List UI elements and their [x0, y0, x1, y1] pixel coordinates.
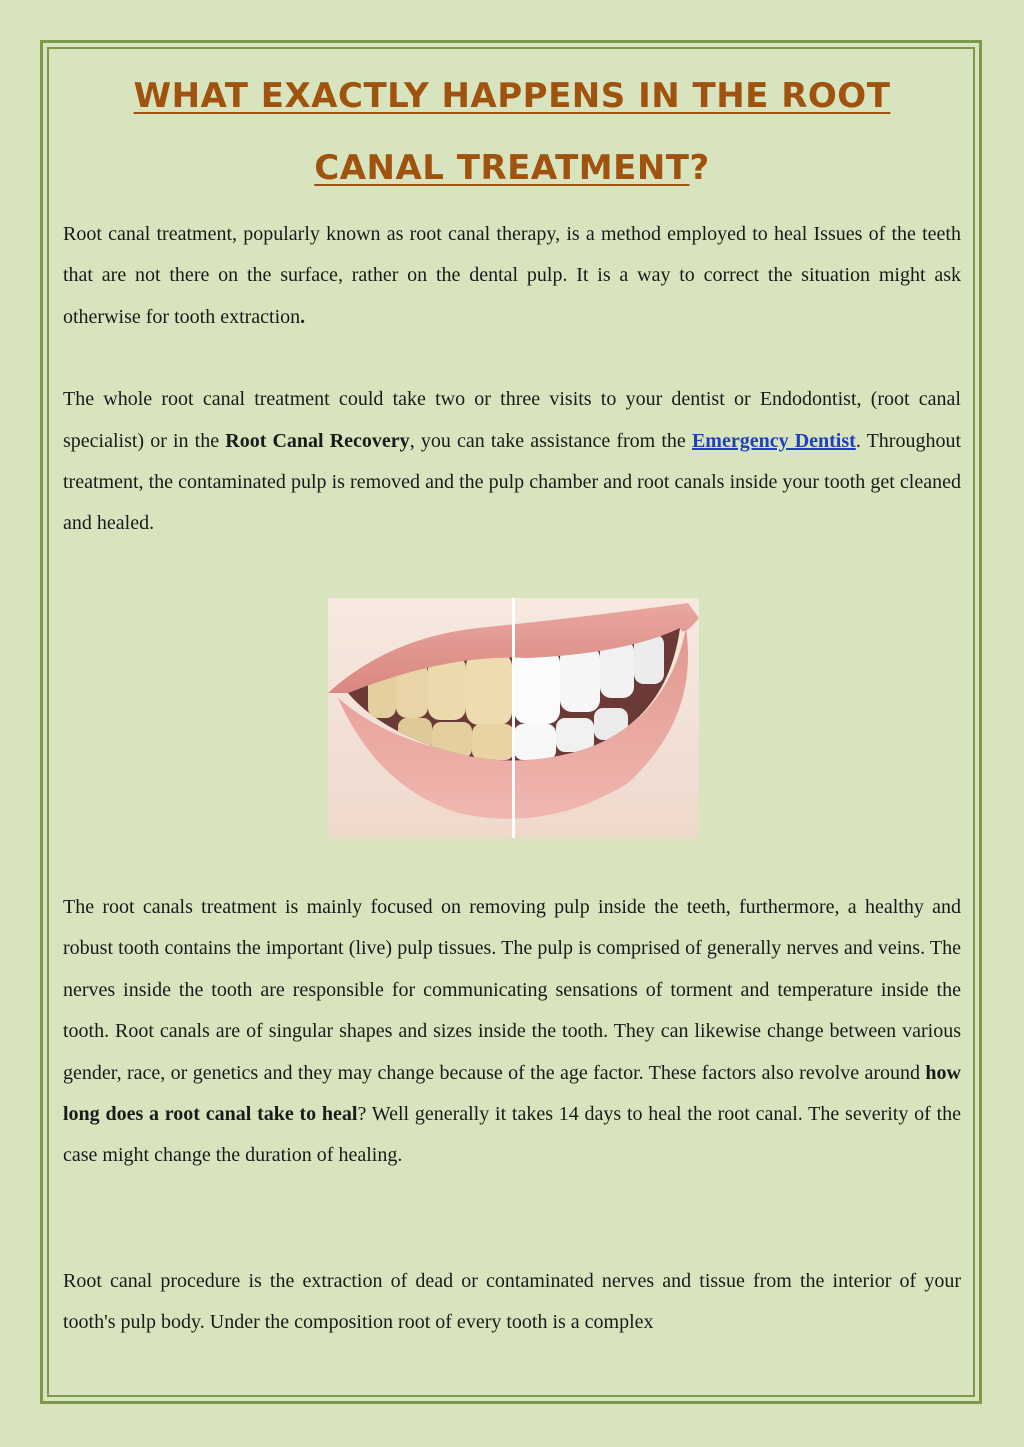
paragraph-intro-period: .: [300, 305, 306, 328]
paragraph-procedure: Root canal procedure is the extraction of dead or contaminated nerves and tissue from the interior of your tooth's pulp body. Under the composition root of every tooth is a complex: [63, 1269, 961, 1334]
title-line-2: CANAL TREATMENT: [314, 148, 690, 188]
paragraph-visits-text-c: . Throughout treatment, the contaminated pulp is removed and the pulp chamber and root canals inside your tooth get cleaned and healed.: [63, 429, 962, 535]
paragraph-pulp-text-b: ? Well generally it takes 14 days to heal the root canal. The severity of the case might change the duration of healing.: [63, 1103, 961, 1167]
paragraph-intro-text: Root canal treatment, popularly known as root canal therapy, is a method employed to heal Issues of the teeth that are not there on the surface, rather on the dental pulp. It is a way to correct the situation might ask otherwise for tooth extraction: [63, 223, 961, 328]
paragraph-visits-text-a: The whole root canal treatment could take two or three visits to your dentist or Endodontist, (root canal specialist) or in the: [63, 388, 961, 452]
paragraph-intro: [63, 214, 961, 338]
emergency-dentist-link[interactable]: Emergency Dentist: [691, 429, 856, 452]
paragraph-pulp: [63, 887, 961, 1177]
article-content: [63, 60, 961, 545]
paragraph-visits: [63, 379, 961, 545]
title-line-1: WHAT EXACTLY HAPPENS IN THE ROOT: [133, 76, 891, 116]
paragraph-pulp-text-a: The root canals treatment is mainly focused on removing pulp inside the teeth, furthermore, a healthy and robust tooth contains the important (live) pulp tissues. The pulp is comprised of generally nerves and veins. The nerves inside the tooth are responsible for communicating sensations of torment and temperature inside the tooth. Root canals are of singular shapes and sizes inside the tooth. They can likewise change between various gender, race, or genetics and they may change because of the age factor. These factors also revolve around: [63, 896, 961, 1084]
smile-illustration: [328, 598, 699, 838]
title-question-mark: ?: [689, 148, 710, 188]
article-title: [63, 60, 961, 204]
teeth-whitening-image: [328, 598, 699, 838]
heal-duration-bold: how long does a root canal take to heal: [63, 1061, 961, 1126]
root-canal-recovery-bold: Root Canal Recovery: [225, 429, 410, 452]
article-content-lower: [63, 887, 961, 1344]
paragraph-visits-text-b: , you can take assistance from the: [409, 429, 692, 452]
